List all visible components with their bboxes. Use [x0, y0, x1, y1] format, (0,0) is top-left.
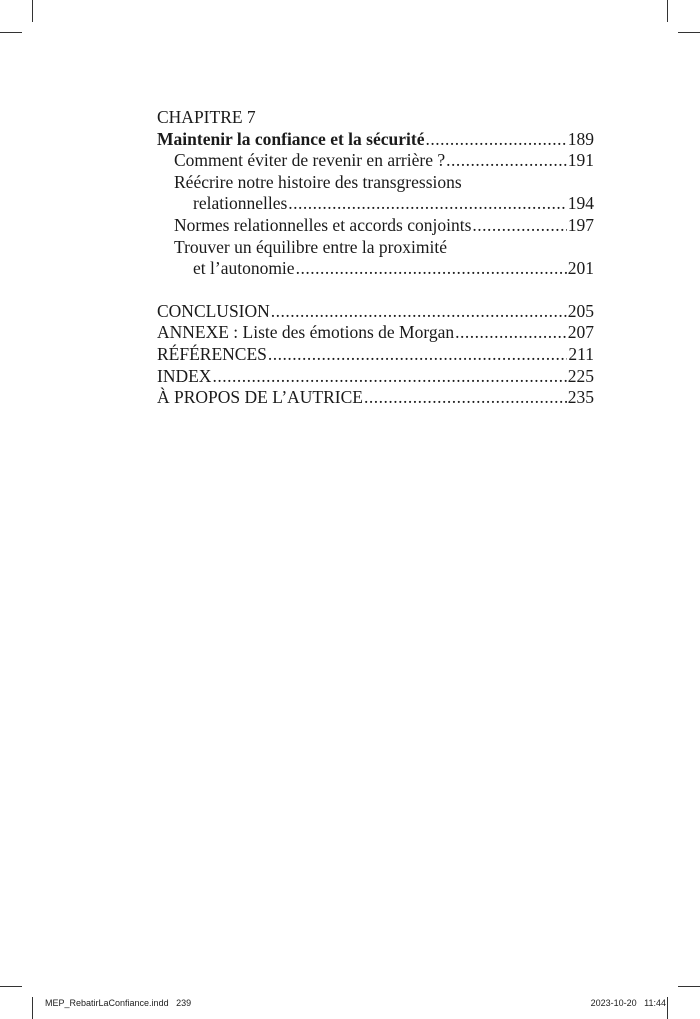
- page-number: 194: [567, 193, 594, 214]
- toc-entry-text: À PROPOS DE L’AUTRICE: [157, 387, 363, 408]
- toc-entry-text: Normes relationnelles et accords conjoints: [174, 214, 472, 235]
- crop-mark-top-right-v: [667, 0, 668, 22]
- page-number: 235: [567, 387, 594, 408]
- crop-mark-bottom-right-v: [667, 997, 668, 1019]
- dot-leader: [271, 301, 567, 323]
- toc-entry-text: relationnelles: [193, 193, 288, 214]
- crop-mark-top-left-v: [32, 0, 33, 22]
- toc-entry-text: et l’autonomie: [193, 258, 295, 279]
- page-number: 197: [567, 214, 594, 235]
- chapter-label-row: [157, 107, 594, 129]
- dot-leader: [455, 322, 567, 344]
- chapter-label: CHAPITRE 7: [157, 107, 256, 127]
- dot-leader: [472, 215, 566, 237]
- dot-leader: [446, 150, 567, 172]
- page-number: 189: [567, 128, 594, 149]
- dot-leader: [288, 193, 566, 215]
- toc-entry-continuation[interactable]: [157, 193, 594, 215]
- toc-entry-text: ANNEXE : Liste des émotions de Morgan: [157, 322, 455, 343]
- section-gap: [157, 280, 594, 301]
- page-number: 225: [567, 365, 594, 386]
- dot-leader: [212, 366, 566, 388]
- crop-mark-bottom-left-v: [32, 997, 33, 1019]
- toc-entry[interactable]: [157, 150, 594, 172]
- toc-entry-text: INDEX: [157, 365, 212, 386]
- back-matter-entry[interactable]: [157, 322, 594, 344]
- toc-entry[interactable]: [157, 215, 594, 237]
- crop-mark-bottom-right-h: [678, 986, 700, 987]
- back-matter-entry[interactable]: [157, 344, 594, 366]
- crop-mark-top-right-h: [678, 32, 700, 33]
- back-matter-entry[interactable]: [157, 387, 594, 409]
- chapter-title-row[interactable]: [157, 129, 594, 151]
- back-matter-entry[interactable]: [157, 301, 594, 323]
- toc-entry-text: Comment éviter de revenir en arrière ?: [174, 150, 446, 171]
- toc-entry-text: Réécrire notre histoire des transgressions: [174, 171, 462, 192]
- dot-leader: [268, 344, 568, 366]
- crop-mark-top-left-h: [0, 32, 22, 33]
- page-number: 211: [568, 343, 594, 364]
- toc-entry-text: Trouver un équilibre entre la proximité: [174, 236, 447, 257]
- page-number: 205: [567, 300, 594, 321]
- chapter-title: Maintenir la confiance et la sécurité: [157, 128, 425, 149]
- toc-entry-text: RÉFÉRENCES: [157, 343, 267, 364]
- toc-entry-continuation[interactable]: [157, 258, 594, 280]
- toc-entry-text: CONCLUSION: [157, 300, 270, 321]
- slug-file-info: MEP_RebatirLaConfiance.indd 239: [45, 998, 192, 1008]
- back-matter-entry[interactable]: [157, 366, 594, 388]
- page-number: 191: [567, 150, 594, 171]
- table-of-contents: [157, 107, 594, 409]
- page-number: 207: [567, 322, 594, 343]
- dot-leader: [364, 387, 567, 409]
- slug-datetime: 2023-10-20 11:44: [590, 998, 666, 1008]
- toc-entry[interactable]: [157, 172, 594, 194]
- dot-leader: [296, 258, 567, 280]
- toc-entry[interactable]: [157, 237, 594, 259]
- crop-mark-bottom-left-h: [0, 986, 22, 987]
- page-number: 201: [567, 258, 594, 279]
- dot-leader: [425, 129, 566, 151]
